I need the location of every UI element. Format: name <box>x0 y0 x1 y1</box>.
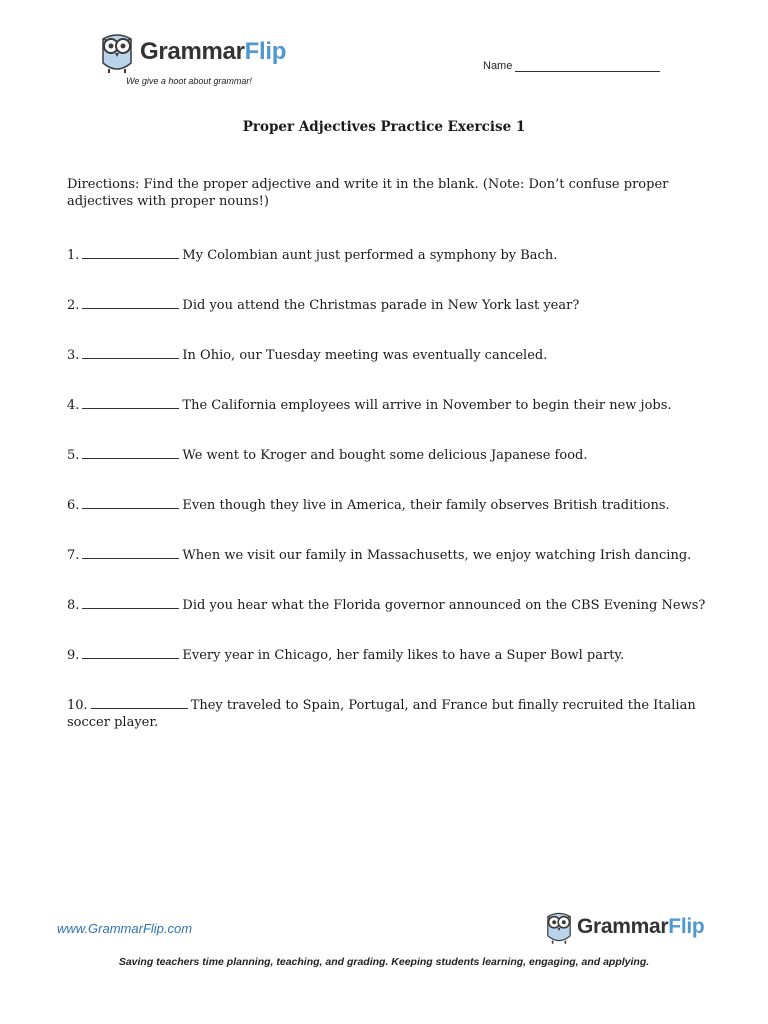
name-label: Name <box>483 60 513 72</box>
answer-blank[interactable] <box>82 546 179 559</box>
question-number: 9. <box>67 648 80 663</box>
logo-brand-first: Grammar <box>577 915 669 938</box>
logo-wordmark <box>577 915 704 939</box>
answer-blank[interactable] <box>91 696 188 709</box>
question-item <box>67 496 707 514</box>
question-item <box>67 396 707 414</box>
question-text: In Ohio, our Tuesday meeting was eventually canceled. <box>182 348 548 363</box>
question-item <box>67 696 707 731</box>
question-item <box>67 596 707 614</box>
logo-tagline: We give a hoot about grammar! <box>126 76 252 86</box>
answer-blank[interactable] <box>82 396 179 409</box>
question-number: 5. <box>67 448 80 463</box>
question-number: 6. <box>67 498 80 513</box>
question-text: Every year in Chicago, her family likes to have a Super Bowl party. <box>182 648 625 663</box>
directions-text: Directions: Find the proper adjective and write it in the blank. (Note: Don’t confuse proper adjectives with proper nouns!) <box>67 177 669 209</box>
footer-website-link[interactable]: www.GrammarFlip.com <box>57 921 193 936</box>
name-blank[interactable] <box>515 60 660 72</box>
question-number: 10. <box>67 698 88 713</box>
question-item <box>67 446 707 464</box>
question-text: Did you attend the Christmas parade in New York last year? <box>182 298 580 313</box>
logo-brand-second: Flip <box>668 915 705 938</box>
question-text: The California employees will arrive in November to begin their new jobs. <box>182 398 672 413</box>
question-item <box>67 246 707 264</box>
question-text: When we visit our family in Massachusetts, we enjoy watching Irish dancing. <box>182 548 692 563</box>
owl-icon <box>543 908 575 946</box>
name-field[interactable] <box>483 60 660 72</box>
answer-blank[interactable] <box>82 296 179 309</box>
answer-blank[interactable] <box>82 246 179 259</box>
question-text: We went to Kroger and bought some delicious Japanese food. <box>182 448 588 463</box>
answer-blank[interactable] <box>82 596 179 609</box>
answer-blank[interactable] <box>82 646 179 659</box>
answer-blank[interactable] <box>82 446 179 459</box>
question-item <box>67 646 707 664</box>
question-number: 1. <box>67 248 80 263</box>
page-title: Proper Adjectives Practice Exercise 1 <box>242 119 526 135</box>
owl-icon <box>97 29 137 75</box>
question-item <box>67 296 707 314</box>
question-number: 8. <box>67 598 80 613</box>
question-number: 2. <box>67 298 80 313</box>
question-number: 3. <box>67 348 80 363</box>
footer-tagline: Saving teachers time planning, teaching, and grading. Keeping students learning, engaging, and applying. <box>118 956 650 968</box>
logo-brand-first: Grammar <box>140 38 245 65</box>
question-number: 4. <box>67 398 80 413</box>
footer-logo <box>543 908 704 946</box>
logo-wordmark <box>140 38 286 66</box>
question-text: They traveled to Spain, Portugal, and France but finally recruited the Italian soccer player. <box>67 698 696 730</box>
question-number: 7. <box>67 548 80 563</box>
question-item <box>67 546 707 564</box>
header-logo <box>97 29 286 75</box>
question-text: Even though they live in America, their family observes British traditions. <box>182 498 670 513</box>
question-text: Did you hear what the Florida governor announced on the CBS Evening News? <box>182 598 706 613</box>
question-text: My Colombian aunt just performed a symphony by Bach. <box>182 248 558 263</box>
answer-blank[interactable] <box>82 346 179 359</box>
logo-brand-second: Flip <box>244 38 287 65</box>
question-item <box>67 346 707 364</box>
answer-blank[interactable] <box>82 496 179 509</box>
